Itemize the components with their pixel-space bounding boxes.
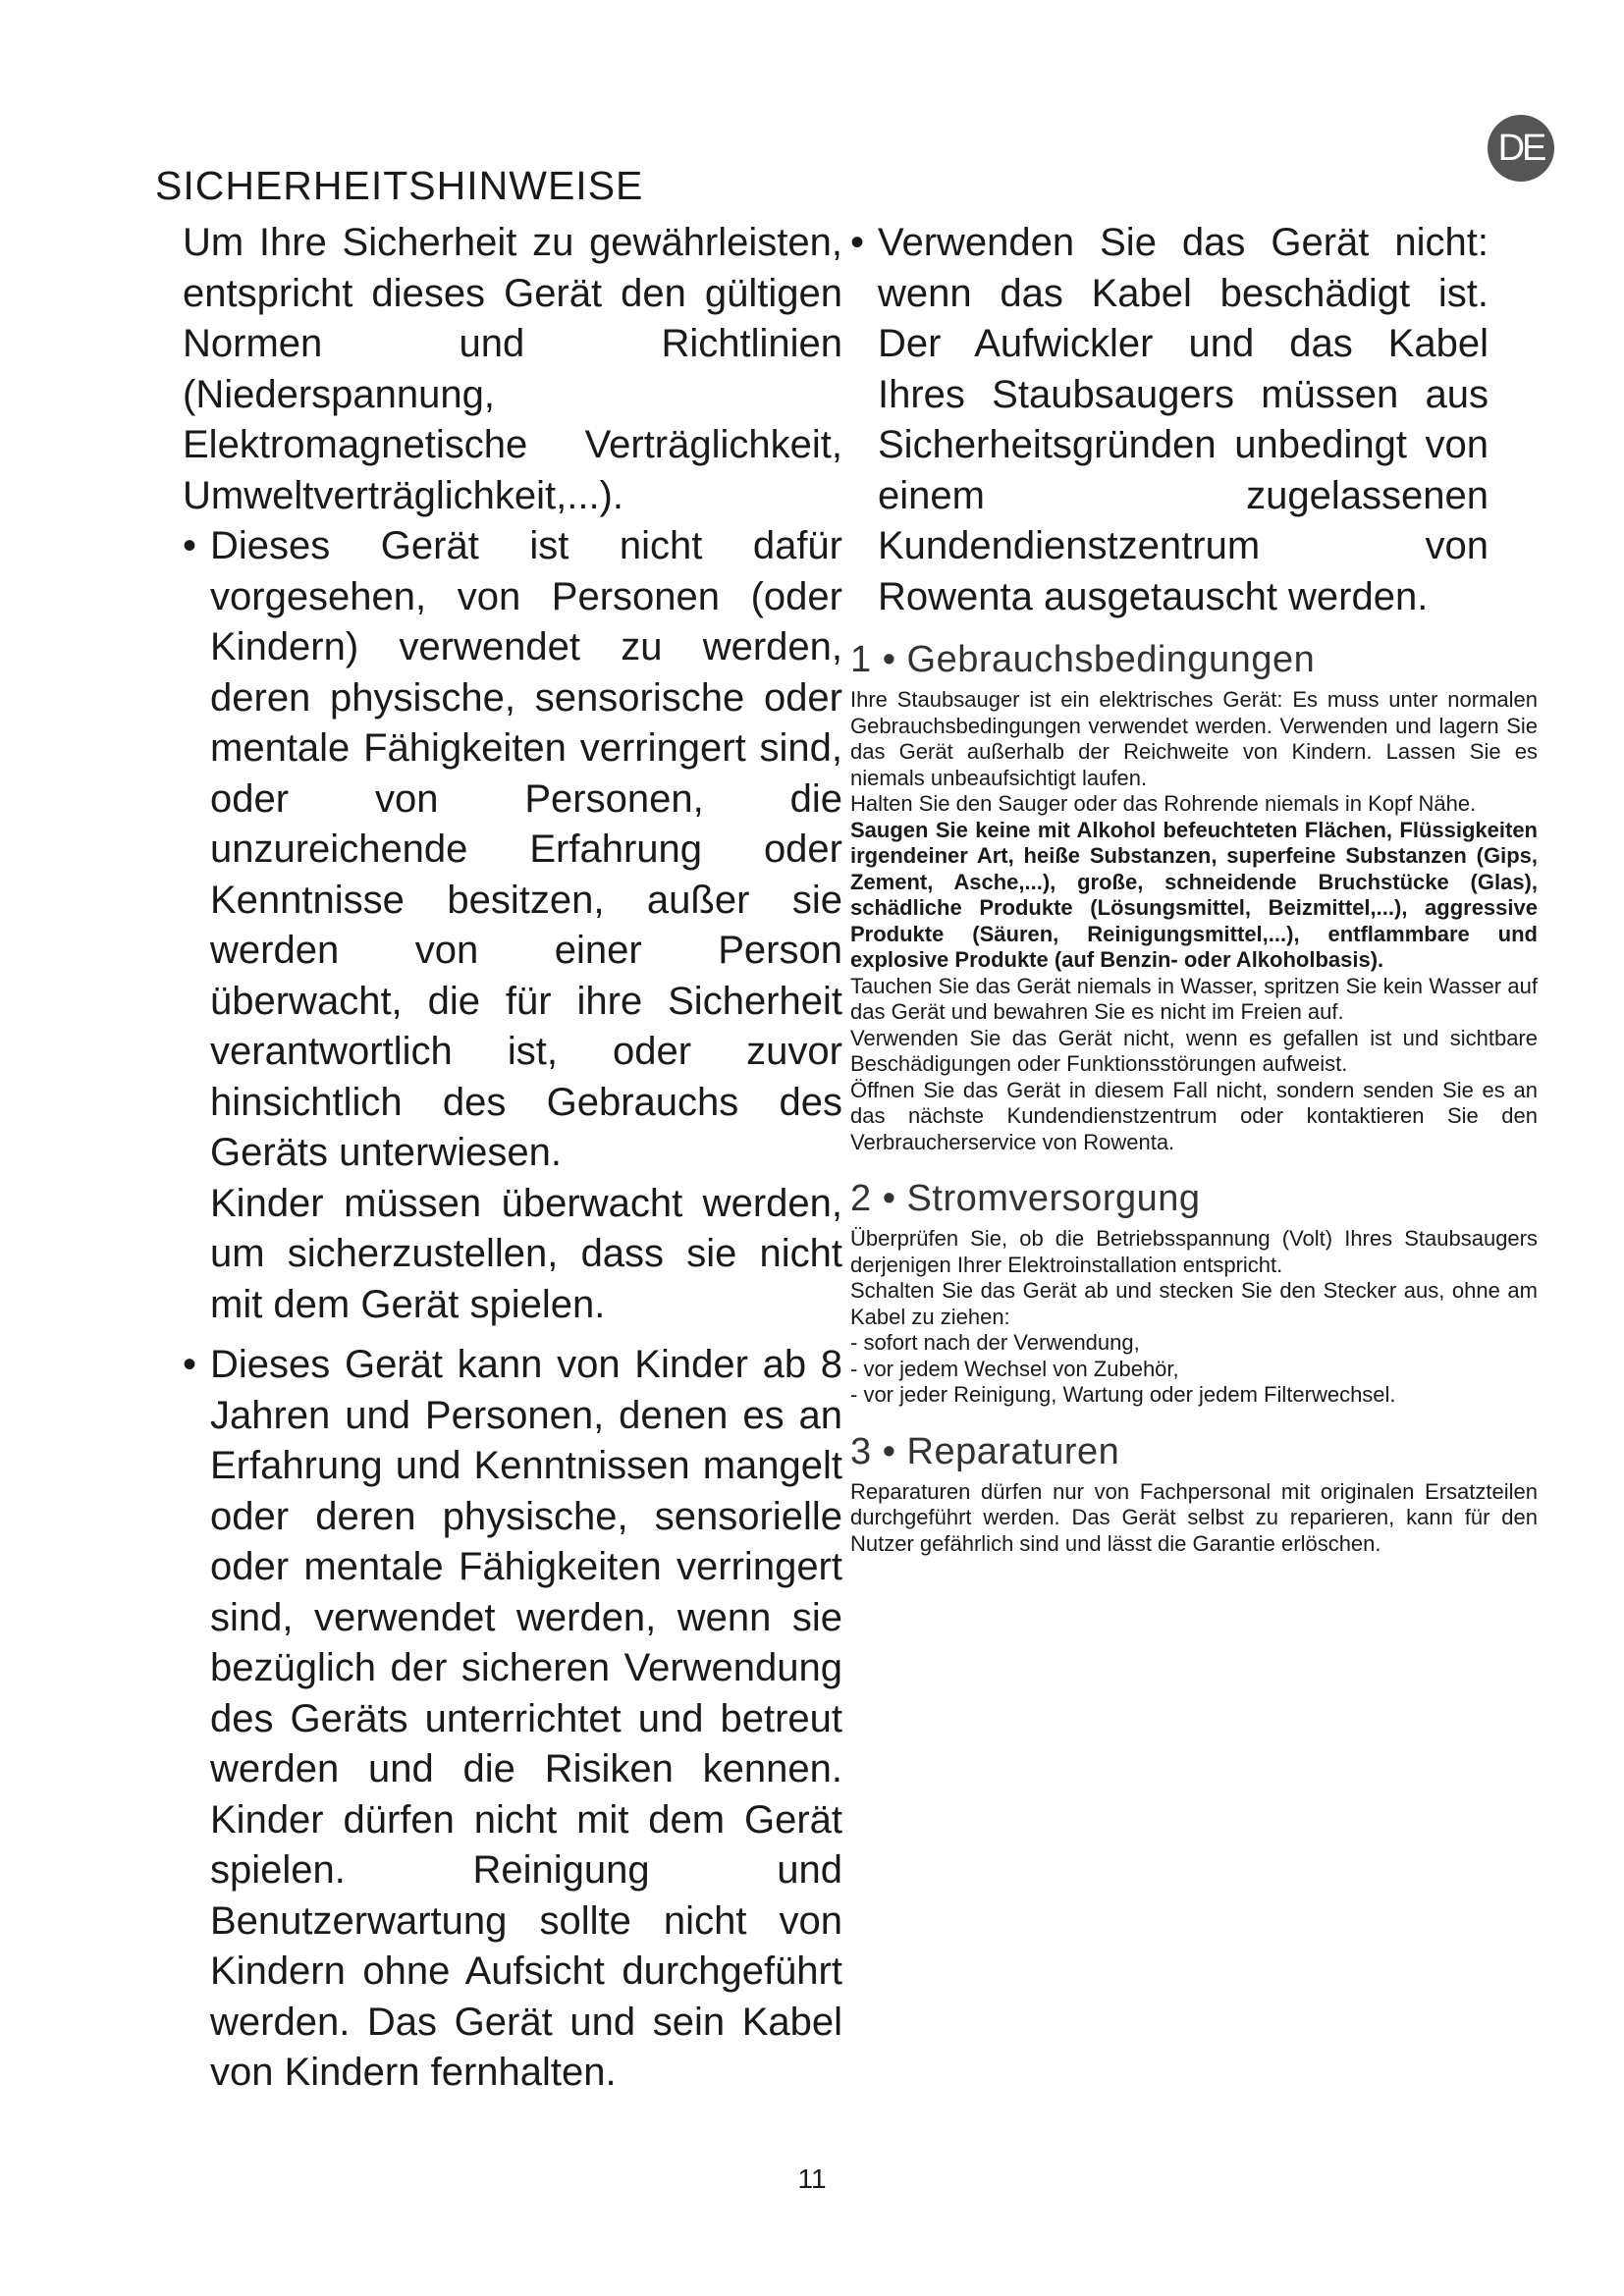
list-item: - sofort nach der Verwendung, [850,1330,1140,1355]
power-paragraph-1: Überprüfen Sie, ob die Betriebsspannung (Volt) Ihres Staubsaugers derjenigen Ihrer Elektroinstallation entspricht. [850,1226,1538,1277]
usage-paragraph-6: Öffnen Sie das Gerät in diesem Fall nicht, sondern senden Sie es an das nächste Kundendienstzentrum oder kontaktieren Sie den Verbraucherservice von Rowenta. [850,1077,1538,1154]
usage-paragraph-1: Ihre Staubsauger ist ein elektrisches Gerät: Es muss unter normalen Gebrauchsbedingungen verwendet werden. Verwenden und lagern Sie das Gerät außerhalb der Reichweite von Kindern. Lassen Sie es niemals unbeaufsichtigt laufen. [850,687,1538,790]
page-title: SICHERHEITSHINWEISE [155,163,644,208]
section-heading-usage: 1 • Gebrauchsbedingungen [850,639,1316,680]
right-column-sections [850,638,1538,1557]
bullet-continuation-children: Kinder müssen überwacht werden, um sicherzustellen, dass sie nicht mit dem Gerät spielen. [210,1181,842,1326]
usage-paragraph-5: Verwenden Sie das Gerät nicht, wenn es gefallen ist und sichtbare Beschädigungen oder Funktionsstörungen aufweist. [850,1025,1538,1076]
power-paragraph-2: Schalten Sie das Gerät ab und stecken Sie den Stecker aus, ohne am Kabel zu ziehen: [850,1278,1538,1329]
intro-paragraph: Um Ihre Sicherheit zu gewährleisten, entspricht dieses Gerät den gültigen Normen und Richtlinien (Niederspannung, Elektromagnetische Verträglichkeit, Umweltverträglichkeit,...). [183,221,842,517]
section-heading-power: 2 • Stromversorgung [850,1178,1201,1219]
page-number: 11 [797,2163,827,2194]
list-item: - vor jedem Wechsel von Zubehör, [850,1356,1179,1381]
list-item: - vor jeder Reinigung, Wartung oder jedem Filterwechsel. [850,1382,1396,1407]
right-column-top [850,218,1489,622]
section-repairs [850,1430,1538,1558]
language-badge-label: DE [1497,127,1544,169]
bullet-item-persons: • Dieses Gerät ist nicht dafür vorgesehen, von Personen (oder Kindern) verwendet zu werden, deren physische, sensorische oder mentale Fähigkeiten verringert sind, oder von Personen, die unzureichende Erfahrung oder Kenntnisse besitzen, außer sie werden von einer Person überwacht, die für ihre Sicherheit verantwortlich ist, oder zuvor hinsichtlich des Gebrauchs des Geräts unterwiesen. [183,521,842,1179]
language-badge-de [1488,115,1554,182]
section-heading-repairs: 3 • Reparaturen [850,1430,1120,1472]
section-usage [850,638,1538,1155]
bullet-item-cable: • Verwenden Sie das Gerät nicht: wenn das Kabel beschädigt ist. Der Aufwickler und das Kabel Ihres Staubsaugers müssen aus Sicherheitsgründen unbedingt von einem zugelassenen Kundendienstzentrum von Rowenta ausgetauscht werden. [850,218,1489,622]
usage-paragraph-warning: Saugen Sie keine mit Alkohol befeuchteten Flächen, Flüssigkeiten irgendeiner Art, heiße Substanzen, superfeine Substanzen (Gips, Zement, Asche,...), große, schneidende Bruchstücke (Glas), schädliche Produkte (Lösungsmittel, Beizmittel,...), aggressive Produkte (Säuren, Reinigungsmittel,...), entflammbare und explosive Produkte (auf Benzin- oder Alkoholbasis). [850,817,1538,972]
left-column [183,218,842,2099]
bullet-item-children-8: • Dieses Gerät kann von Kinder ab 8 Jahren und Personen, denen es an Erfahrung und Kenntnissen mangelt oder deren physische, sensorielle oder mentale Fähigkeiten verringert sind, verwendet werden, wenn sie bezüglich der sicheren Verwendung des Geräts unterrichtet und betreut werden und die Risiken kennen. Kinder dürfen nicht mit dem Gerät spielen. Reinigung und Benutzerwartung sollte nicht von Kindern ohne Aufsicht durchgeführt werden. Das Gerät und sein Kabel von Kindern fernhalten. [183,1340,842,2099]
usage-paragraph-2: Halten Sie den Sauger oder das Rohrende niemals in Kopf Nähe. [850,791,1477,816]
section-power [850,1177,1538,1409]
repairs-paragraph: Reparaturen dürfen nur von Fachpersonal mit originalen Ersatzteilen durchgeführt werden. Das Gerät selbst zu reparieren, kann für den Nutzer gefährlich sind und lässt die Garantie erlöschen. [850,1478,1538,1556]
usage-paragraph-4: Tauchen Sie das Gerät niemals in Wasser, spritzen Sie kein Wasser auf das Gerät und bewahren Sie es nicht im Freien auf. [850,973,1538,1024]
